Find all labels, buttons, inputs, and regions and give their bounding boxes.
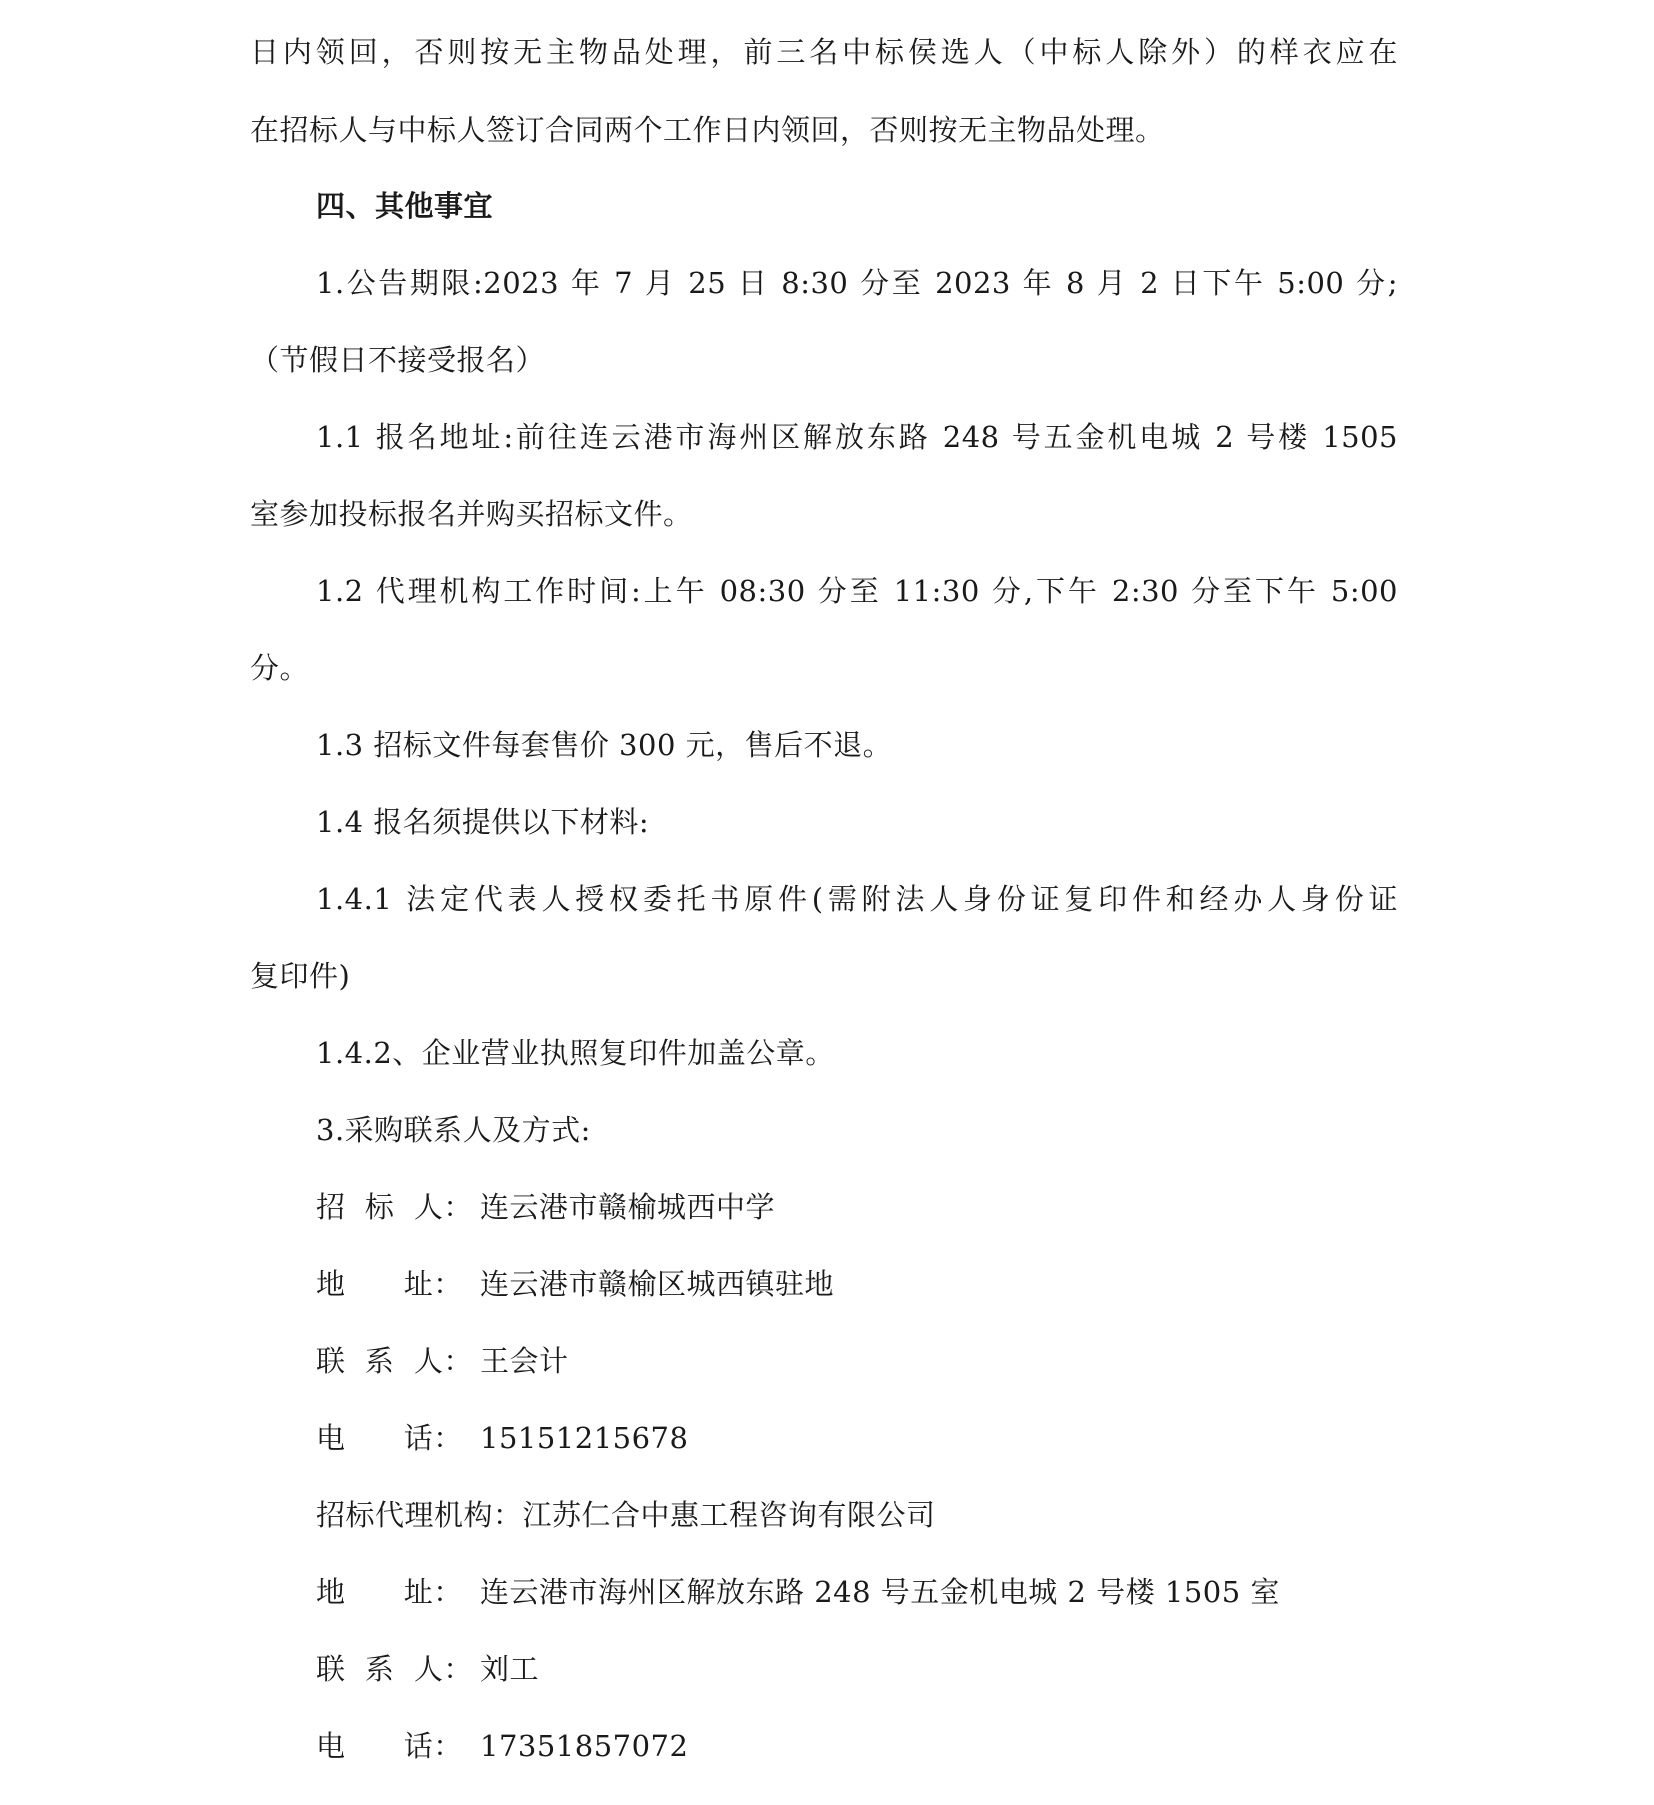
item-1-line-1: 1.公告期限:2023 年 7 月 25 日 8:30 分至 2023 年 8 月 2 日下午 5:00 分;: [316, 266, 1398, 300]
item-1-4-1-line-2: 复印件): [250, 959, 351, 993]
agency-phone-label: 电 话：: [316, 1729, 463, 1763]
tenderer-name-label: 招 标 人：: [316, 1190, 473, 1224]
item-1-3: 1.3 招标文件每套售价 300 元，售后不退。: [316, 728, 893, 762]
item-1-line-2: （节假日不接受报名）: [250, 343, 546, 377]
tenderer-name-value: 连云港市赣榆城西中学: [480, 1190, 776, 1224]
agency-phone-row: [316, 1726, 1466, 1766]
agency-address-row: [316, 1572, 1466, 1612]
agency-contact-row: [316, 1649, 1466, 1689]
tenderer-address-row: [316, 1264, 1466, 1304]
item-1-4: 1.4 报名须提供以下材料:: [316, 805, 650, 839]
agency-address-value: 连云港市海州区解放东路 248 号五金机电城 2 号楼 1505 室: [480, 1575, 1280, 1609]
tenderer-contact-label: 联 系 人：: [316, 1344, 473, 1378]
agency-name-value: 江苏仁合中惠工程咨询有限公司: [522, 1498, 936, 1532]
agency-contact-label: 联 系 人：: [316, 1652, 473, 1686]
tenderer-address-label: 地 址：: [316, 1267, 463, 1301]
item-3: 3.采购联系人及方式:: [316, 1113, 591, 1147]
tenderer-contact-value: 王会计: [480, 1344, 569, 1378]
tenderer-phone-value: 15151215678: [480, 1421, 689, 1455]
continuation-line-2: 在招标人与中标人签订合同两个工作日内领回，否则按无主物品处理。: [250, 113, 1165, 147]
agency-name-row: [316, 1495, 1466, 1535]
agency-phone-value: 17351857072: [480, 1729, 689, 1763]
tenderer-address-value: 连云港市赣榆区城西镇驻地: [480, 1267, 835, 1301]
item-1-2-line-1: 1.2 代理机构工作时间:上午 08:30 分至 11:30 分,下午 2:30 分至下午 5:00: [316, 574, 1398, 608]
item-1-1-line-1: 1.1 报名地址:前往连云港市海州区解放东路 248 号五金机电城 2 号楼 1505: [316, 420, 1398, 454]
tenderer-phone-label: 电 话：: [316, 1421, 463, 1455]
item-1-2-line-2: 分。: [250, 651, 310, 685]
continuation-line-1: 日内领回，否则按无主物品处理，前三名中标侯选人（中标人除外）的样衣应在: [250, 35, 1398, 69]
tenderer-phone-row: [316, 1418, 1466, 1458]
agency-address-label: 地 址：: [316, 1575, 463, 1609]
item-1-4-2: 1.4.2、企业营业执照复印件加盖公章。: [316, 1036, 835, 1070]
item-1-1-line-2: 室参加投标报名并购买招标文件。: [250, 497, 693, 531]
agency-contact-value: 刘工: [480, 1652, 540, 1686]
section-heading: 四、其他事宜: [316, 189, 494, 223]
tenderer-contact-row: [316, 1341, 1466, 1381]
tenderer-name-row: [316, 1187, 1466, 1227]
item-1-4-1-line-1: 1.4.1 法定代表人授权委托书原件(需附法人身份证复印件和经办人身份证: [316, 882, 1398, 916]
agency-name-label: 招标代理机构：: [316, 1498, 523, 1532]
